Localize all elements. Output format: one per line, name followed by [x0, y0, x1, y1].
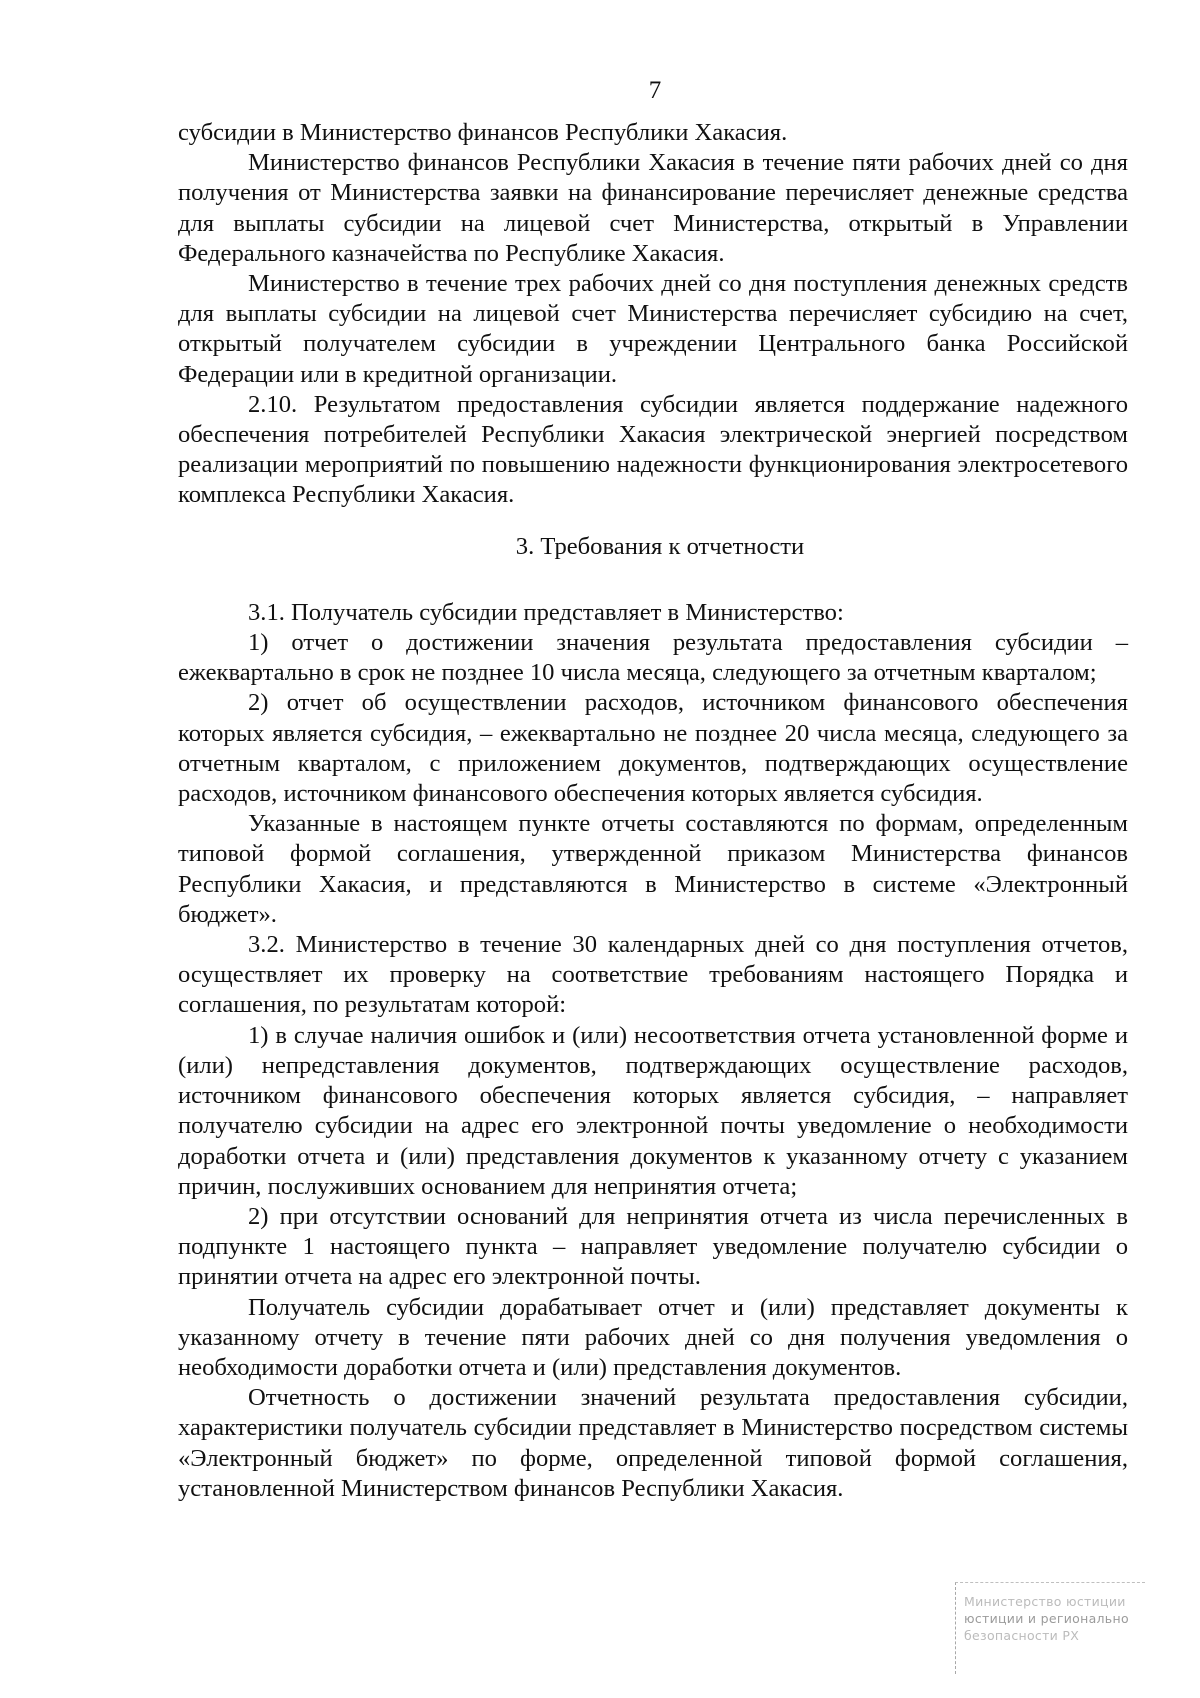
paragraph: 3.2. Министерство в течение 30 календарных дней со дня поступления отчетов, осуществляет их проверку на соответствие требованиям настоящего Порядка и соглашения, по результатам которой:	[178, 931, 1128, 1019]
paragraph: 1) отчет о достижении значения результата предоставления субсидии – ежеквартально в срок не позднее 10 числа месяца, следующего за отчетным кварталом;	[178, 629, 1128, 687]
document-body	[178, 118, 1128, 1504]
paragraph: Отчетность о достижении значений результата предоставления субсидии, характеристики получатель субсидии представляет в Министерство посредством системы «Электронный бюджет» по форме, определенной типовой формой соглашения, установленной Министерством финансов Республики Хакасия.	[178, 1384, 1128, 1502]
stamp-line-1: Министерство юстиции	[964, 1594, 1126, 1609]
paragraph: Министерство в течение трех рабочих дней со дня поступления денежных средств для выплаты субсидии на лицевой счет Министерства перечисляет субсидию на счет, открытый получателем субсидии в учреждении Центрального банка Российской Федерации или в кредитной организации.	[178, 270, 1128, 388]
paragraph: Указанные в настоящем пункте отчеты составляются по формам, определенным типовой формой соглашения, утвержденной приказом Министерства финансов Республики Хакасия, и представляются в Министерство в системе «Электронный бюджет».	[178, 810, 1128, 928]
paragraph: 3.1. Получатель субсидии представляет в Министерство:	[248, 598, 844, 626]
stamp-line-3: безопасности РХ	[964, 1628, 1080, 1643]
paragraph: 2) при отсутствии оснований для непринятия отчета из числа перечисленных в подпункте 1 настоящего пункта – направляет уведомление получателю субсидии о принятии отчета на адрес его электронной почты.	[178, 1202, 1128, 1291]
paragraph: 1) в случае наличия ошибок и (или) несоответствия отчета установленной форме и (или) непредставления документов, подтверждающих осуществление расходов, источником финансового обеспечения которых является субсидия, – направляет получателю субсидии на адрес его электронной почты уведомление о необходимости доработки отчета и (или) представления документов к указанному отчету с указанием причин, послуживших основанием для непринятия отчета;	[178, 1021, 1128, 1200]
paragraph: Получатель субсидии дорабатывает отчет и (или) представляет документы к указанному отчету в течение пяти рабочих дней со дня получения уведомления о необходимости доработки отчета и (или) представления документов.	[178, 1293, 1128, 1381]
paragraph: 2) отчет об осуществлении расходов, источником финансового обеспечения которых является субсидия, – ежеквартально не позднее 20 числа месяца, следующего за отчетным кварталом, с приложением документов, подтверждающих осуществление расходов, источником финансового обеспечения которых является субсидия.	[178, 689, 1128, 808]
paragraph: Министерство финансов Республики Хакасия в течение пяти рабочих дней со дня получения от Министерства заявки на финансирование перечисляет денежные средства для выплаты субсидии на лицевой счет Министерства, открытый в Управлении Федерального казначейства по Республике Хакасия.	[178, 149, 1128, 267]
section-heading: 3. Требования к отчетности	[515, 532, 805, 560]
paragraph: субсидии в Министерство финансов Республики Хакасия.	[178, 119, 788, 146]
page-number: 7	[648, 77, 662, 104]
paragraph: 2.10. Результатом предоставления субсидии является поддержание надежного обеспечения потребителей Республики Хакасия электрической энергией посредством реализации мероприятий по повышению надежности функционирования электросетевого комплекса Республики Хакасия.	[178, 390, 1128, 509]
stamp-line-2: юстиции и регионально	[964, 1611, 1129, 1626]
registration-stamp	[955, 1582, 1145, 1674]
